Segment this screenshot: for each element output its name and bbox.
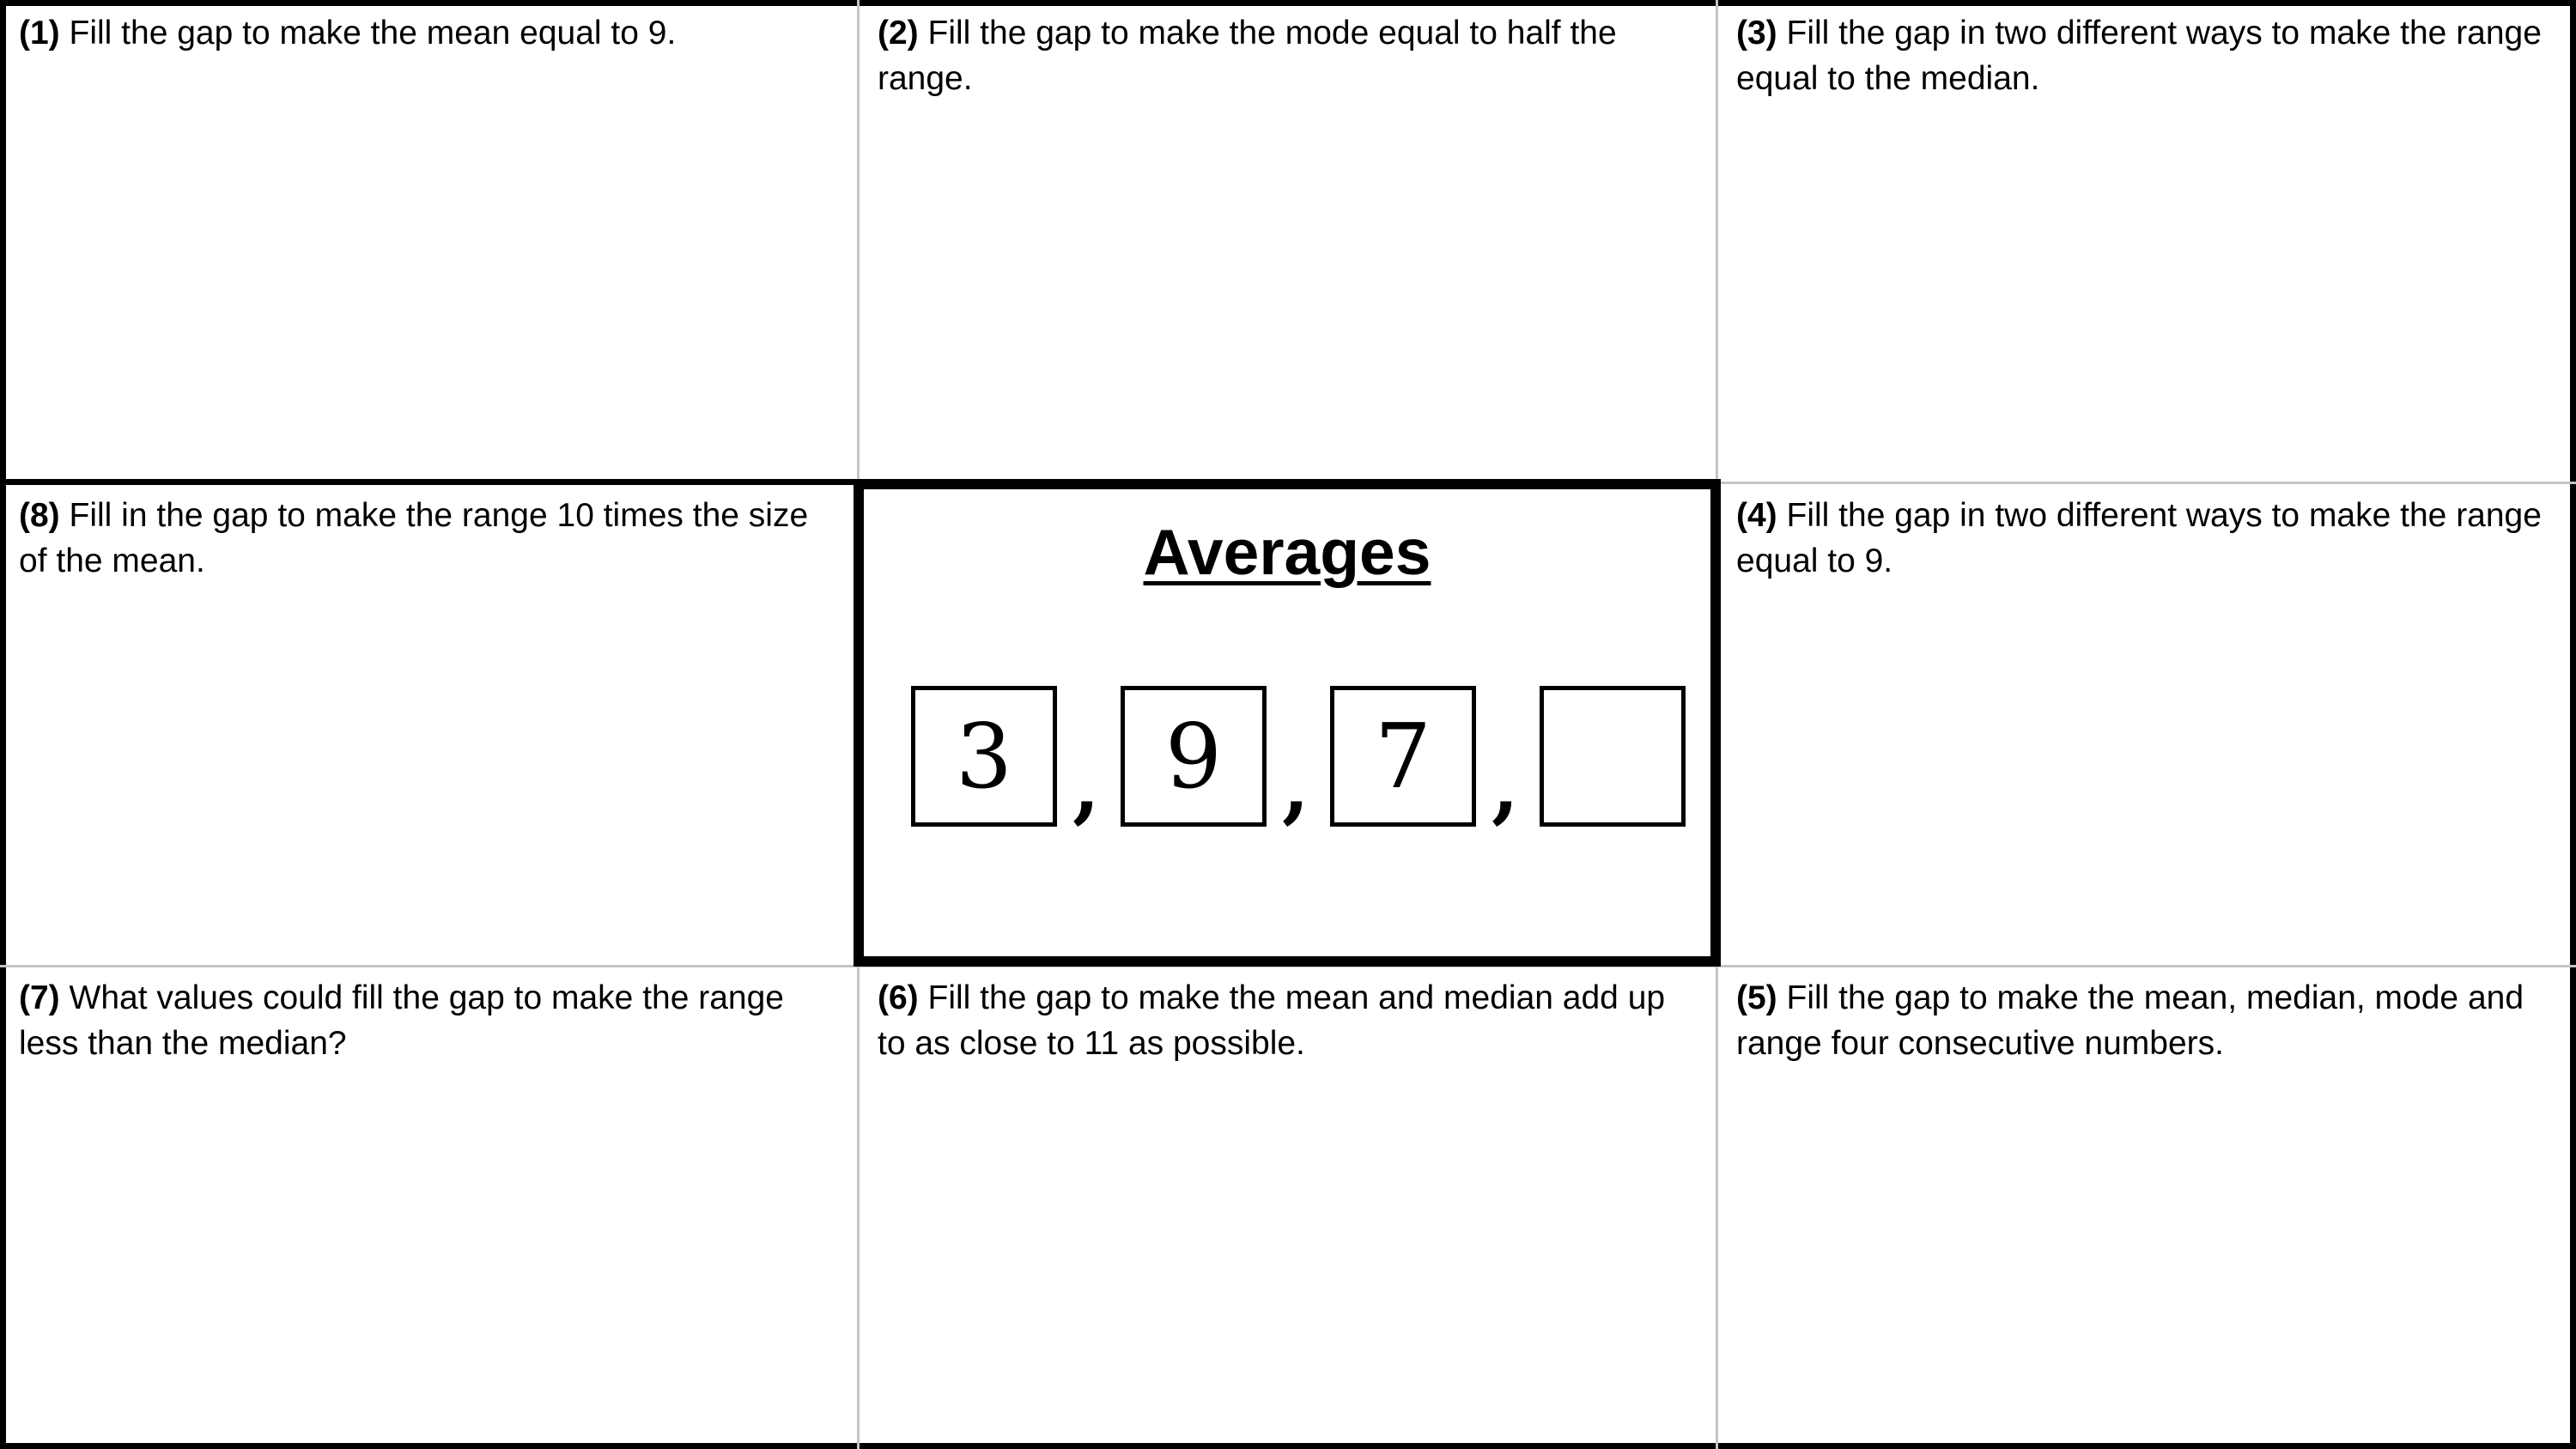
question-1-number: (1) <box>19 15 60 52</box>
question-7 <box>19 975 843 1066</box>
number-box-1: 3 <box>911 686 1057 827</box>
question-cell-2 <box>878 10 1702 101</box>
question-6-number: (6) <box>878 979 919 1016</box>
question-6 <box>878 975 1702 1066</box>
question-3 <box>1736 10 2552 101</box>
number-box-3: 7 <box>1330 686 1476 827</box>
question-7-number: (7) <box>19 979 60 1016</box>
question-cell-5 <box>1736 975 2552 1066</box>
question-cell-3 <box>1736 10 2552 101</box>
averages-title: Averages <box>1143 516 1431 588</box>
question-2-number: (2) <box>878 15 919 52</box>
question-7-text: What values could fill the gap to make the range less than the median? <box>19 979 784 1062</box>
question-cell-6 <box>878 975 1702 1066</box>
question-1 <box>19 10 843 56</box>
question-1-text: Fill the gap to make the mean equal to 9. <box>69 15 677 52</box>
row-divider-top-left <box>0 479 862 485</box>
question-3-text: Fill the gap in two different ways to make the range equal to the median. <box>1736 15 2542 97</box>
question-8-number: (8) <box>19 497 60 534</box>
comma-separator-2: , <box>1281 740 1310 833</box>
question-6-text: Fill the gap to make the mean and median add up to as close to 11 as possible. <box>878 979 1666 1062</box>
question-4 <box>1736 493 2552 584</box>
question-cell-4 <box>1736 493 2552 584</box>
question-cell-8 <box>19 493 843 584</box>
question-2-text: Fill the gap to make the mode equal to half the range. <box>878 15 1617 97</box>
question-5-text: Fill the gap to make the mean, median, mode and range four consecutive numbers. <box>1736 979 2524 1062</box>
question-8-text: Fill in the gap to make the range 10 times the size of the mean. <box>19 497 809 579</box>
question-8 <box>19 493 843 584</box>
question-2 <box>878 10 1702 101</box>
comma-separator-3: , <box>1491 740 1520 833</box>
question-cell-1 <box>19 10 843 56</box>
averages-panel <box>854 479 1721 967</box>
question-5-number: (5) <box>1736 979 1777 1016</box>
question-cell-7 <box>19 975 843 1066</box>
question-5 <box>1736 975 2552 1066</box>
number-box-2: 9 <box>1121 686 1267 827</box>
question-4-text: Fill the gap in two different ways to make the range equal to 9. <box>1736 497 2542 579</box>
gap-box[interactable] <box>1540 686 1686 827</box>
question-3-number: (3) <box>1736 15 1777 52</box>
row-divider-top-right <box>1716 482 2576 484</box>
comma-separator-1: , <box>1072 740 1101 833</box>
question-4-number: (4) <box>1736 497 1777 534</box>
